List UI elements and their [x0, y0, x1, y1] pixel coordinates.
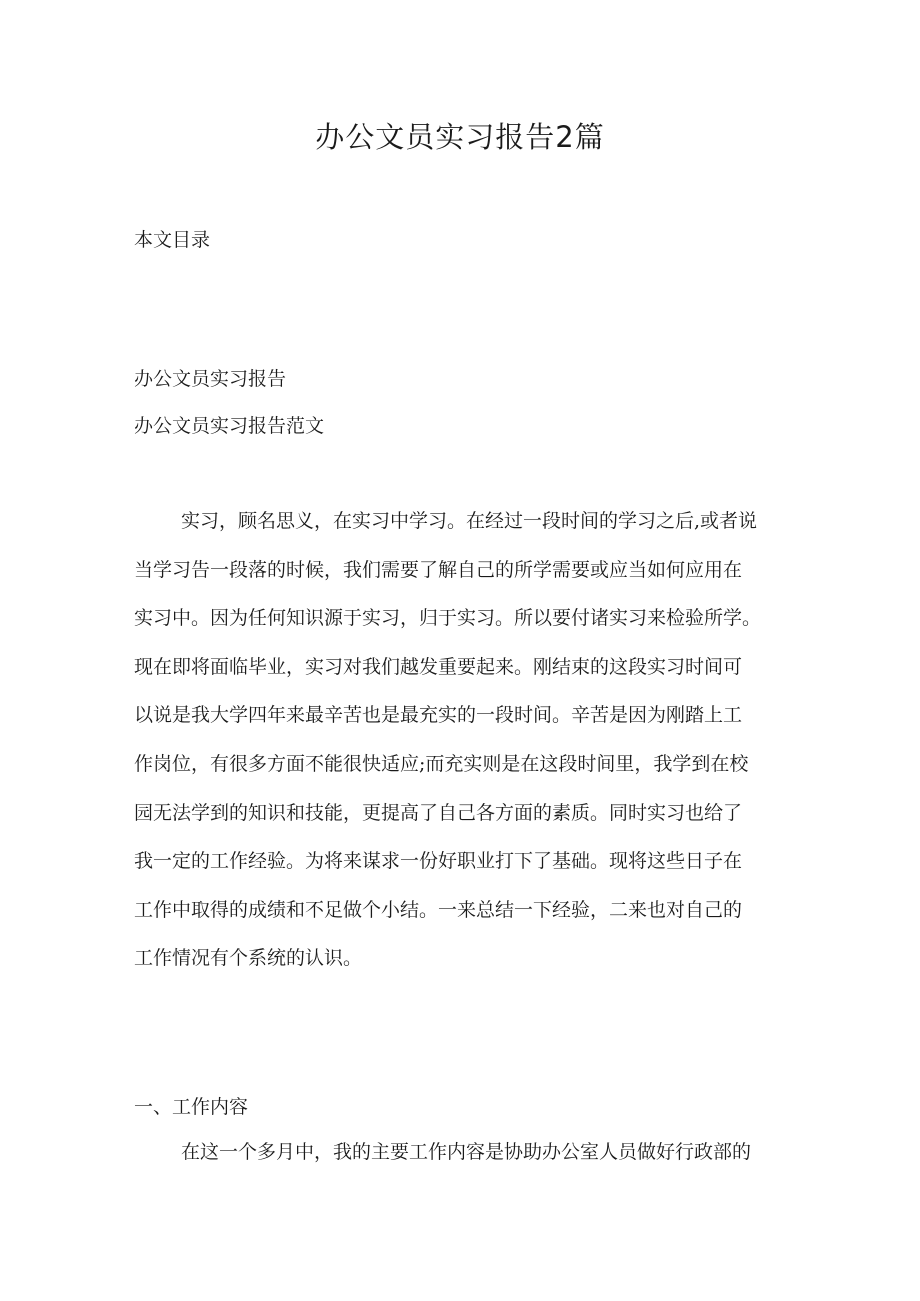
paragraph-line: 作岗位，有很多方面不能很快适应;而充实则是在这段时间里，我学到在校 [134, 752, 749, 775]
paragraph-line: 我一定的工作经验。为将来谋求一份好职业打下了基础。现将这些日子在 [134, 850, 743, 873]
paragraph-line: 工作中取得的成绩和不足做个小结。一来总结一下经验，二来也对自己的 [134, 898, 743, 921]
section-paragraph-line: 在这一个多月中，我的主要工作内容是协助办公室人员做好行政部的 [181, 1141, 752, 1163]
paragraph-line: 工作情况有个系统的认识。 [134, 947, 363, 970]
paragraph-line: 实习中。因为任何知识源于实习，归于实习。所以要付诸实习来检验所学。 [134, 607, 762, 630]
toc-item-2[interactable]: 办公文员实习报告范文 [134, 415, 325, 437]
paragraph-line: 实习，顾名思义，在实习中学习。在经过一段时间的学习之后,或者说 [181, 510, 758, 532]
toc-label: 本文目录 [134, 229, 211, 251]
section-heading: 一、工作内容 [134, 1096, 249, 1118]
paragraph-line: 当学习告一段落的时候，我们需要了解自己的所学需要或应当如何应用在 [134, 558, 743, 581]
document-title: 办公文员实习报告2篇 [315, 120, 605, 154]
paragraph-line: 以说是我大学四年来最辛苦也是最充实的一段时间。辛苦是因为刚踏上工 [134, 704, 743, 727]
paragraph-line: 现在即将面临毕业，实习对我们越发重要起来。刚结束的这段实习时间可 [134, 655, 743, 678]
paragraph-line: 园无法学到的知识和技能，更提高了自己各方面的素质。同时实习也给了 [134, 801, 743, 824]
toc-item-1[interactable]: 办公文员实习报告 [134, 368, 287, 390]
intro-paragraph [134, 508, 794, 994]
